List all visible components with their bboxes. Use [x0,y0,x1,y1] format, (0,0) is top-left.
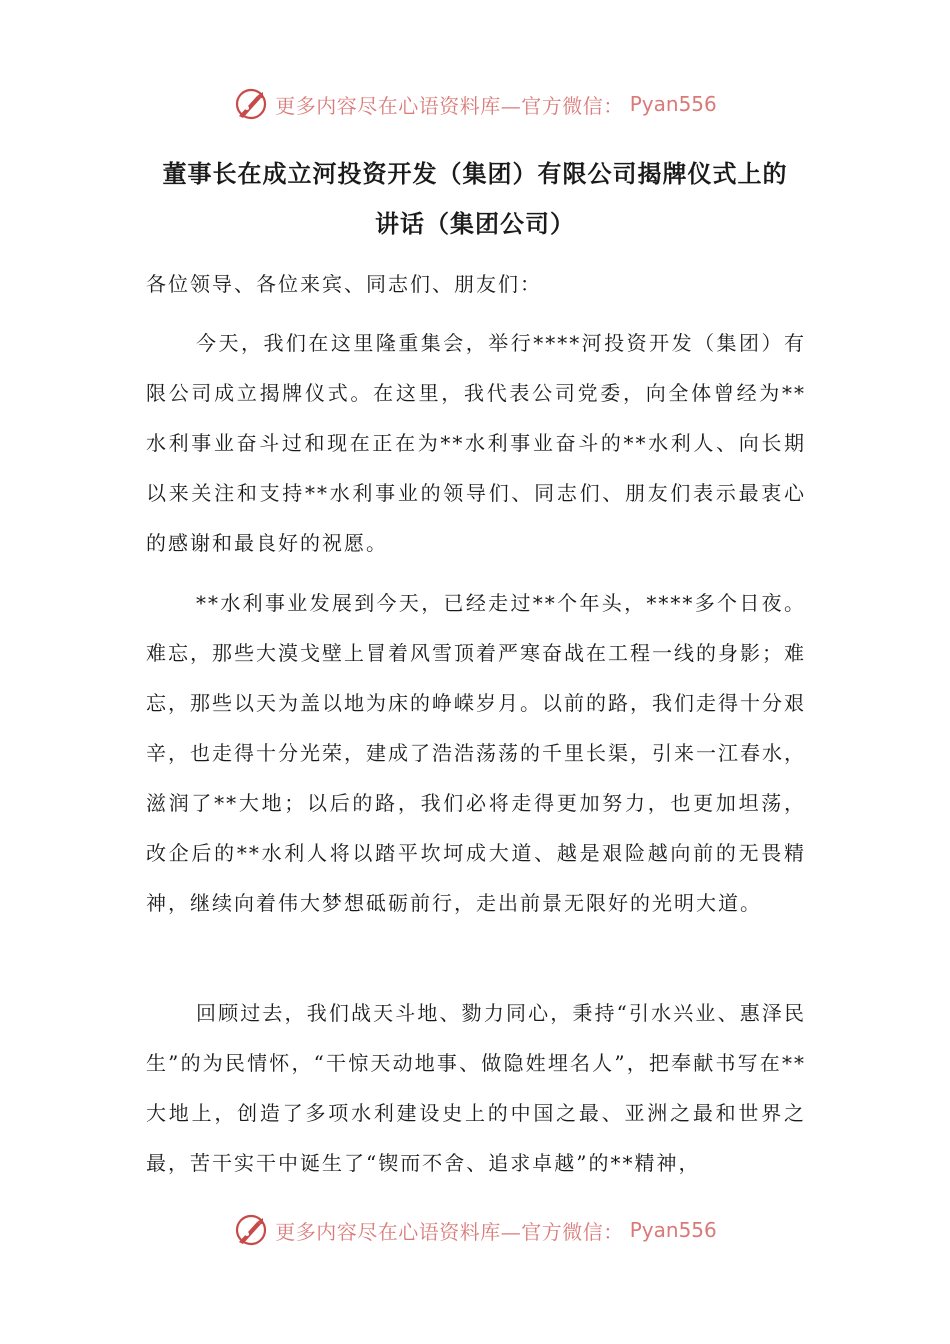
banner-wechat-id: Pyan556 [629,1218,717,1242]
banner-text: 更多内容尽在心语资料库—官方微信： [275,1219,624,1244]
footer-watermark-banner [0,1210,950,1250]
paragraph-3: 回顾过去，我们战天斗地、勠力同心，秉持“引水兴业、惠泽民生”的为民情怀，“干惊天动地事、做隐姓埋名人”，把奉献书写在**大地上，创造了多项水利建设史上的中国之最、亚洲之最和世界之最，苦干实干中诞生了“锲而不舍、追求卓越”的**精神， [146,1001,806,1175]
banner-wechat-id: Pyan556 [629,92,717,116]
document-title-line-1: 董事长在成立河投资开发（集团）有限公司揭牌仪式上的 [162,160,788,188]
greeting: 各位领导、各位来宾、同志们、朋友们： [146,272,542,296]
header-watermark-banner [0,84,950,124]
paragraph-2: **水利事业发展到今天，已经走过**个年头，****多个日夜。难忘，那些大漠戈壁上冒着风雪顶着严寒奋战在工程一线的身影；难忘，那些以天为盖以地为床的峥嵘岁月。以前的路，我们走得十分艰辛，也走得十分光荣，建成了浩浩荡荡的千里长渠，引来一江春水，滋润了**大地；以后的路，我们必将走得更加努力，也更加坦荡，改企后的**水利人将以踏平坎坷成大道、越是艰险越向前的无畏精神，继续向着伟大梦想砥砺前行，走出前景无限好的光明大道。 [146,591,806,915]
paragraph-1: 今天，我们在这里隆重集会，举行****河投资开发（集团）有限公司成立揭牌仪式。在这里，我代表公司党委，向全体曾经为**水利事业奋斗过和现在正在为**水利事业奋斗的**水利人、向长期以来关注和支持**水利事业的领导们、同志们、朋友们表示最衷心的感谢和最良好的祝愿。 [146,331,806,555]
document-title-line-2: 讲话（集团公司） [375,210,575,238]
pen-nib-logo-icon [233,86,269,122]
banner-text: 更多内容尽在心语资料库—官方微信： [275,93,624,118]
pen-nib-logo-icon [233,1212,269,1248]
